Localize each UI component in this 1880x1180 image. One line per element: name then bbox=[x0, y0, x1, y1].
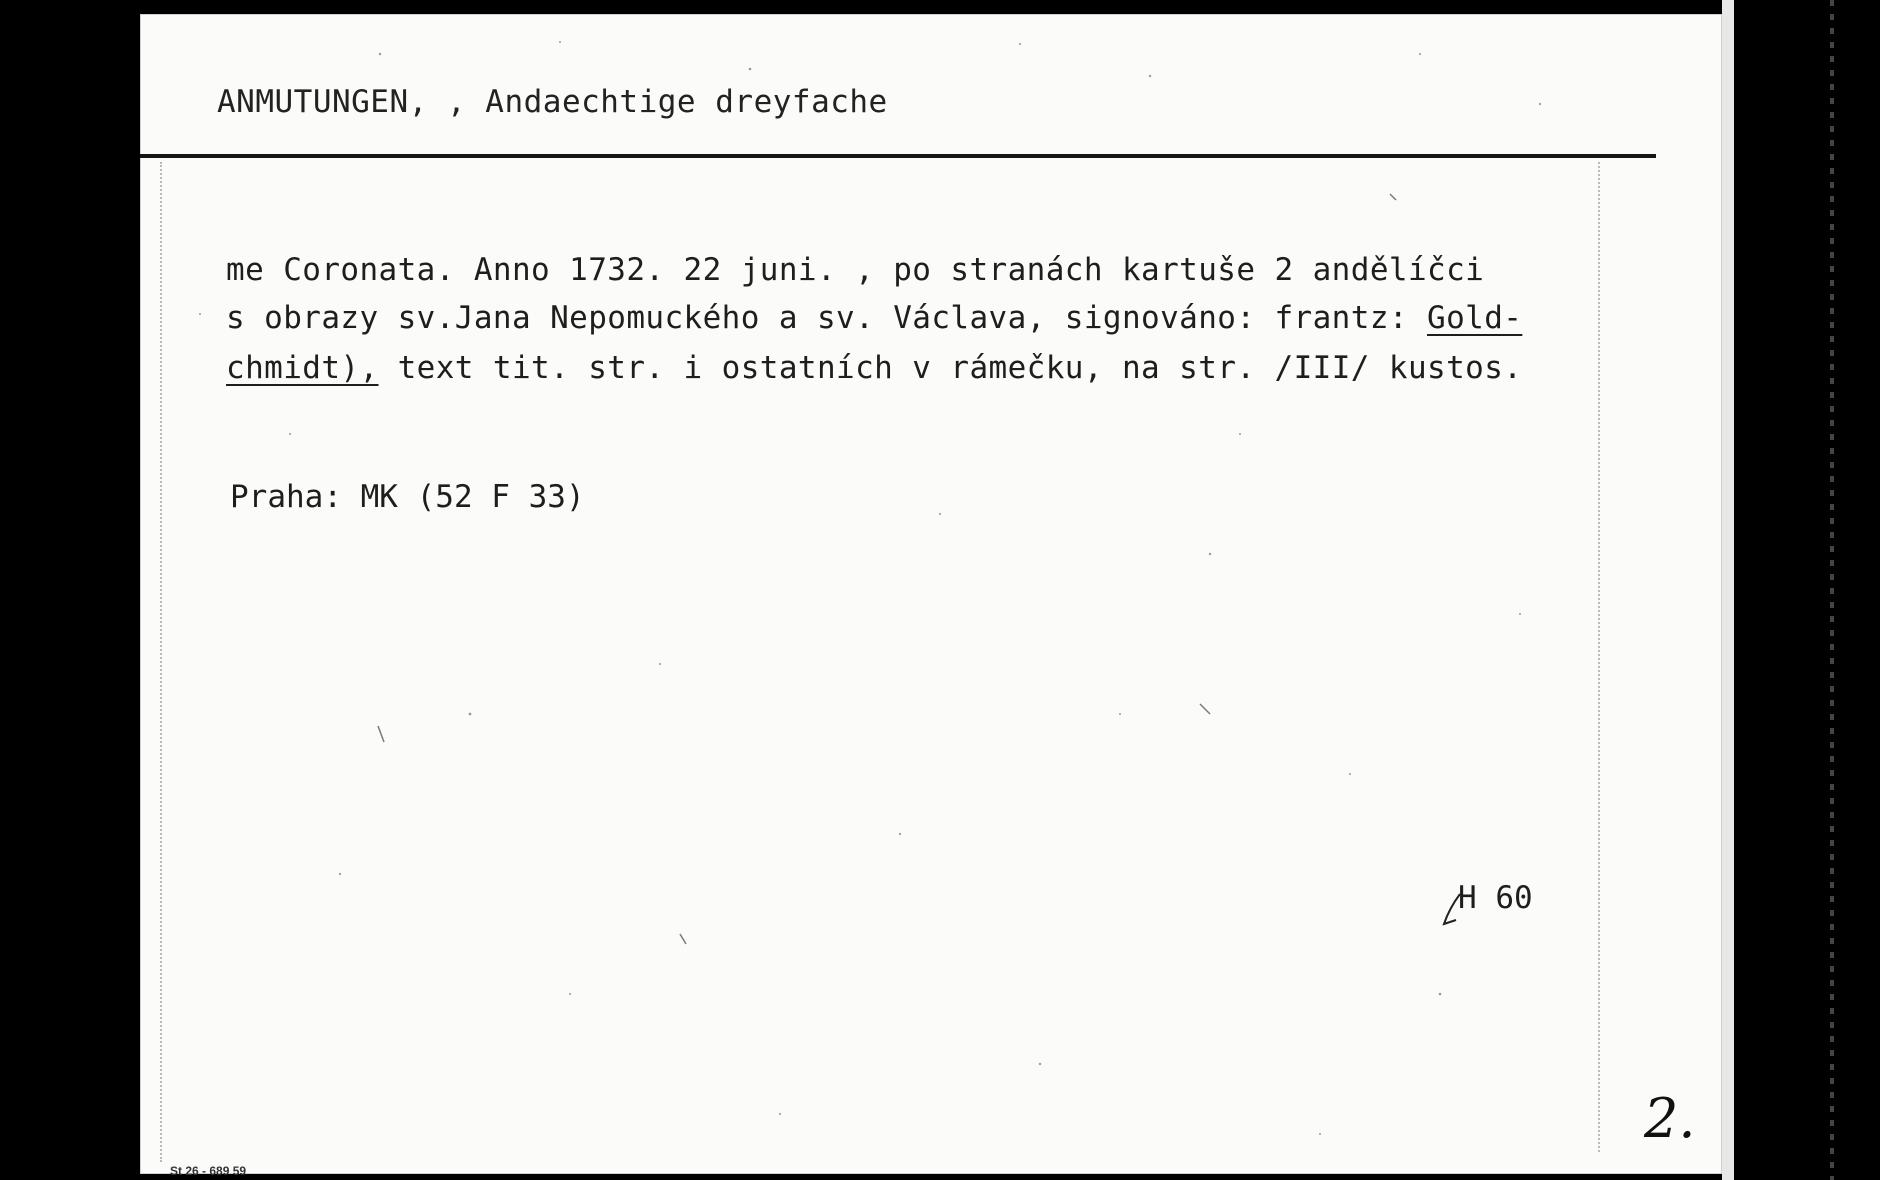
description-line-3-text: text tit. str. i ostatních v rámečku, na str. /III/ kustos. bbox=[378, 350, 1523, 386]
shelf-mark: H 60 bbox=[1458, 880, 1533, 916]
right-margin-rule bbox=[1598, 162, 1601, 1152]
scan-noise bbox=[140, 14, 1722, 1174]
card-number-text: 2. bbox=[1644, 1089, 1696, 1149]
description-line-2-text: s obrazy sv.Jana Nepomuckého a sv. Václava, signováno: frantz: bbox=[226, 300, 1428, 336]
description-line-3 bbox=[226, 350, 1522, 386]
heading-rule bbox=[140, 154, 1656, 158]
description-line-1: me Coronata. Anno 1732. 22 juni. , po stranách kartuše 2 andělíčci bbox=[226, 252, 1485, 288]
printer-code: St 26 - 689 59 bbox=[170, 1164, 247, 1178]
catalog-card bbox=[140, 14, 1722, 1178]
holding-location: Praha: MK (52 F 33) bbox=[230, 479, 585, 515]
description-line-2 bbox=[226, 300, 1522, 336]
card-number-handwritten bbox=[1640, 1089, 1700, 1149]
signature-underlined-part-2: chmidt), bbox=[226, 350, 379, 386]
signature-underlined-part-1: Gold- bbox=[1427, 300, 1523, 336]
left-margin-rule bbox=[160, 162, 163, 1162]
card-heading: ANMUTUNGEN, , Andaechtige dreyfache bbox=[217, 84, 888, 120]
card-edge bbox=[1722, 0, 1734, 1180]
scanner-edge-artifact bbox=[1830, 0, 1834, 1180]
